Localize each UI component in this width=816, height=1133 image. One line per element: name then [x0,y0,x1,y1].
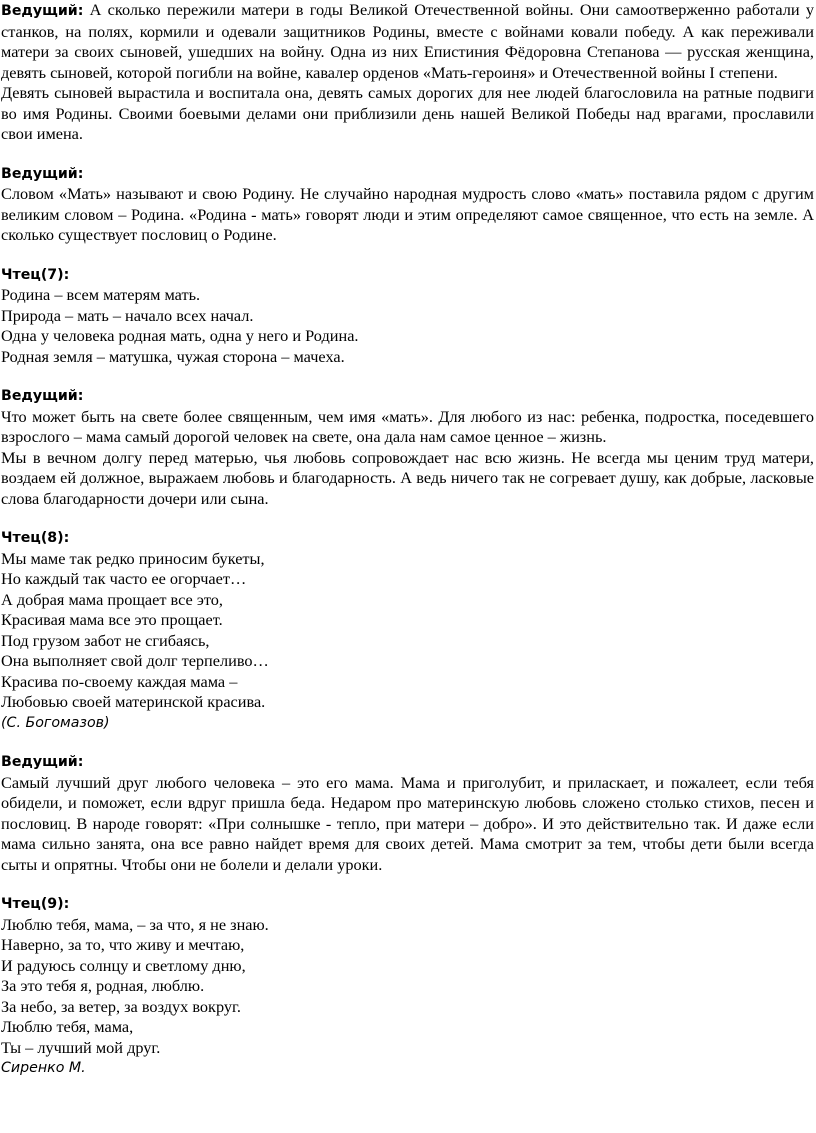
verse-line: Под грузом забот не сгибаясь, [1,630,210,650]
paragraph: Словом «Мать» называют и свою Родину. Не случайно народная мудрость слово «мать» поставила рядом с другим великим словом – Родина. «Родина - мать» говорят люди и этим определяют самое священное, что есть на земле. А сколько существует пословиц о Родине. [1,184,814,244]
verse-line: А добрая мама прощает все это, [1,589,223,609]
speaker-label: Ведущий: [1,165,84,182]
document-page [1,0,814,1079]
speaker-label: Ведущий: [1,388,84,404]
script-block [1,0,814,145]
verse-line: Мы маме так редко приносим букеты, [1,548,265,568]
speaker-label: Чтец(7): [1,266,70,283]
speaker-label: Ведущий: [1,754,84,770]
paragraph: Что может быть на свете более священным, чем имя «мать». Для любого из нас: ребенка, подростка, поседевшего взрослого – мама самый дорогой человек на свете, она дала нам самое ценное – жизнь. [1,406,814,446]
verse-line: Одна у человека родная мать, одна у него и Родина. [1,326,359,345]
speaker-label: Ведущий: [1,3,84,19]
verse-line: Люблю тебя, мама, – за что, я не знаю. [1,914,269,934]
verse-line: Природа – мать – начало всех начал. [1,305,254,325]
script-block [1,752,814,875]
script-block [1,894,814,1079]
verse-line: Красива по-своему каждая мама – [1,671,238,691]
verse-line: Наверно, за то, что живу и мечтаю, [1,935,245,954]
script-block [1,386,814,509]
poem-author: Сиренко М. [1,1060,86,1076]
speaker-label: Чтец(9): [1,896,70,912]
verse-line: И радуюсь солнцу и светлому дню, [1,955,246,975]
verse-line: Родная земля – матушка, чужая сторона – мачеха. [1,346,345,366]
verse-line: За это тебя я, родная, люблю. [1,976,205,995]
paragraph: Мы в вечном долгу перед матерью, чья любовь сопровождает нас всю жизнь. Не всегда мы ценим труд матери, воздаем ей должное, выражаем любовь и благодарность. А ведь ничего так не согревает душу, как добрые, ласковые слова благодарности дочери или сына. [1,447,814,508]
verse-line: Люблю тебя, мама, [1,1017,134,1036]
verse-line: Ты – лучший мой друг. [1,1037,161,1057]
paragraph [1,0,814,83]
verse-line: Но каждый так часто ее огорчает… [1,569,247,588]
verse-line: За небо, за ветер, за воздух вокруг. [1,996,241,1016]
verse-line: Она выполняет свой долг терпеливо… [1,651,269,670]
poem-author: (С. Богомазов) [1,714,110,731]
script-block [1,528,814,733]
verse-line: Родина – всем матерям мать. [1,285,201,304]
speaker-label: Чтец(8): [1,530,70,546]
paragraph: Самый лучший друг любого человека – это его мама. Мама и приголубит, и приласкает, и пожалеет, если тебя обидели, и поможет, если вдруг пришла беда. Недаром про материнскую любовь сложено столько стихов, песен и пословиц. В народе говорят: «При солнышке - тепло, при матери – добро». И это действительно так. И даже если мама сильно занята, она все равно найдет время для своих детей. Мама смотрит за тем, чтобы дети были всегда сыты и опрятны. Чтобы они не болели и делали уроки. [1,772,814,874]
verse-line: Красивая мама все это прощает. [1,610,223,629]
verse-line: Любовью своей материнской красива. [1,692,266,711]
paragraph: Девять сыновей вырастила и воспитала она, девять самых дорогих для нее людей благословила на ратные подвиги во имя Родины. Своими боевыми делами они приблизили день нашей Великой Победы над врагами, прославили свои имена. [1,83,814,143]
script-block [1,164,814,246]
script-block [1,265,814,368]
paragraph-text: А сколько пережили матери в годы Великой Отечественной войны. Они самоотверженно работали у станков, на полях, кормили и одевали защитников Родины, вместе с войнами ковали победу. А как переживали матери за своих сыновей, ушедших на войну. Одна из них Епистиния Фёдоровна Степанова — русская женщина, девять сыновей, которой погибли на войне, кавалер орденов «Мать-героиня» и Отечественной войны I степени. [1,0,814,82]
